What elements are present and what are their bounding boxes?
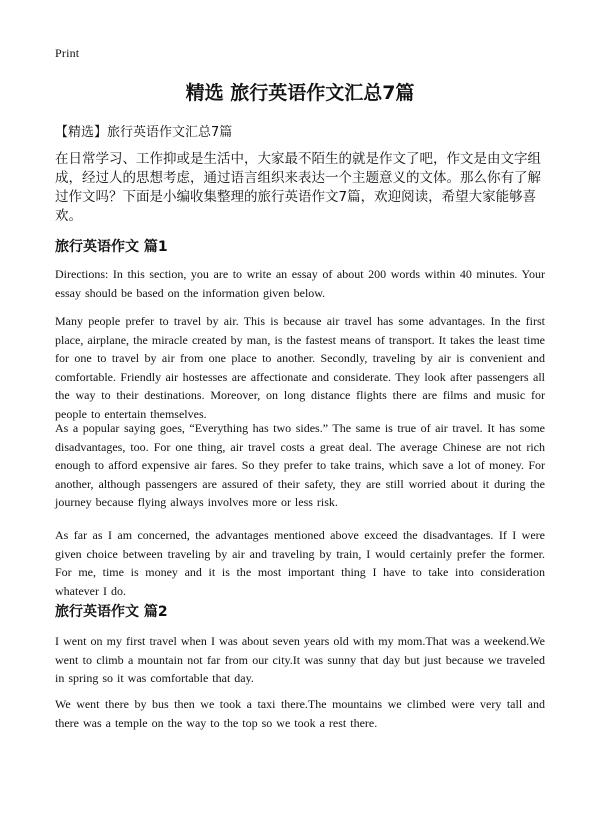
section-1-paragraph-3: As a popular saying goes, “Everything has two sides.” The same is true of air travel. It has some disadvantages, too. For one thing, air travel costs a great deal. The average Chinese are not rich enough to afford expensive air fares. So they prefer to take trains, which save a lot of money. For another, although passengers are assured of their safety, they are still worried about it during the journey because flying always involves more or less risk. <box>55 421 545 509</box>
intro-paragraph: 在日常学习、工作抑或是生活中，大家最不陌生的就是作文了吧，作文是由文字组成，经过人的思想考虑，通过语言组织来表达一个主题意义的文体。那么你有了解过作文吗？下面是小编收集整理的旅行英语作文7篇，欢迎阅读，希望大家能够喜欢。 <box>55 151 541 224</box>
document-subtitle: 【精选】旅行英语作文汇总7篇 <box>55 125 233 140</box>
section-2-paragraph-2: We went there by bus then we took a taxi there.The mountains we climbed were very tall and there was a temple on the way to the top so we took a rest there. <box>55 697 545 730</box>
print-label: Print <box>55 46 80 60</box>
document-title: 精选 旅行英语作文汇总7篇 <box>185 82 415 104</box>
section-2-paragraph-1: I went on my first travel when I was about seven years old with my mom.That was a weekend.We went to climb a mountain not far from our city.It was sunny that day but just because we traveled in spring so it was comfortable that day. <box>55 634 545 685</box>
section-heading-1: 旅行英语作文 篇1 <box>55 239 168 255</box>
section-1-paragraph-1: Directions: In this section, you are to write an essay of about 200 words within 40 minutes. Your essay should be based on the information given below. <box>55 267 545 300</box>
section-1-paragraph-4: As far as I am concerned, the advantages mentioned above exceed the disadvantages. If I were given choice between traveling by air and traveling by train, I would certainly prefer the former. For me, time is money and it is the most important thing I have to take into consideration whatever I do. <box>55 528 545 598</box>
section-heading-2: 旅行英语作文 篇2 <box>55 604 168 620</box>
section-1-paragraph-2: Many people prefer to travel by air. This is because air travel has some advantages. In the first place, airplane, the miracle created by man, is the fastest means of transport. It takes the least time for one to travel by air from one place to another. Secondly, traveling by air is convenient and comfortable. Friendly air hostesses are affectionate and considerate. They look after passengers all the way to their destinations. Moreover, on long distance flights there are films and music for people to entertain themselves. <box>55 314 545 421</box>
